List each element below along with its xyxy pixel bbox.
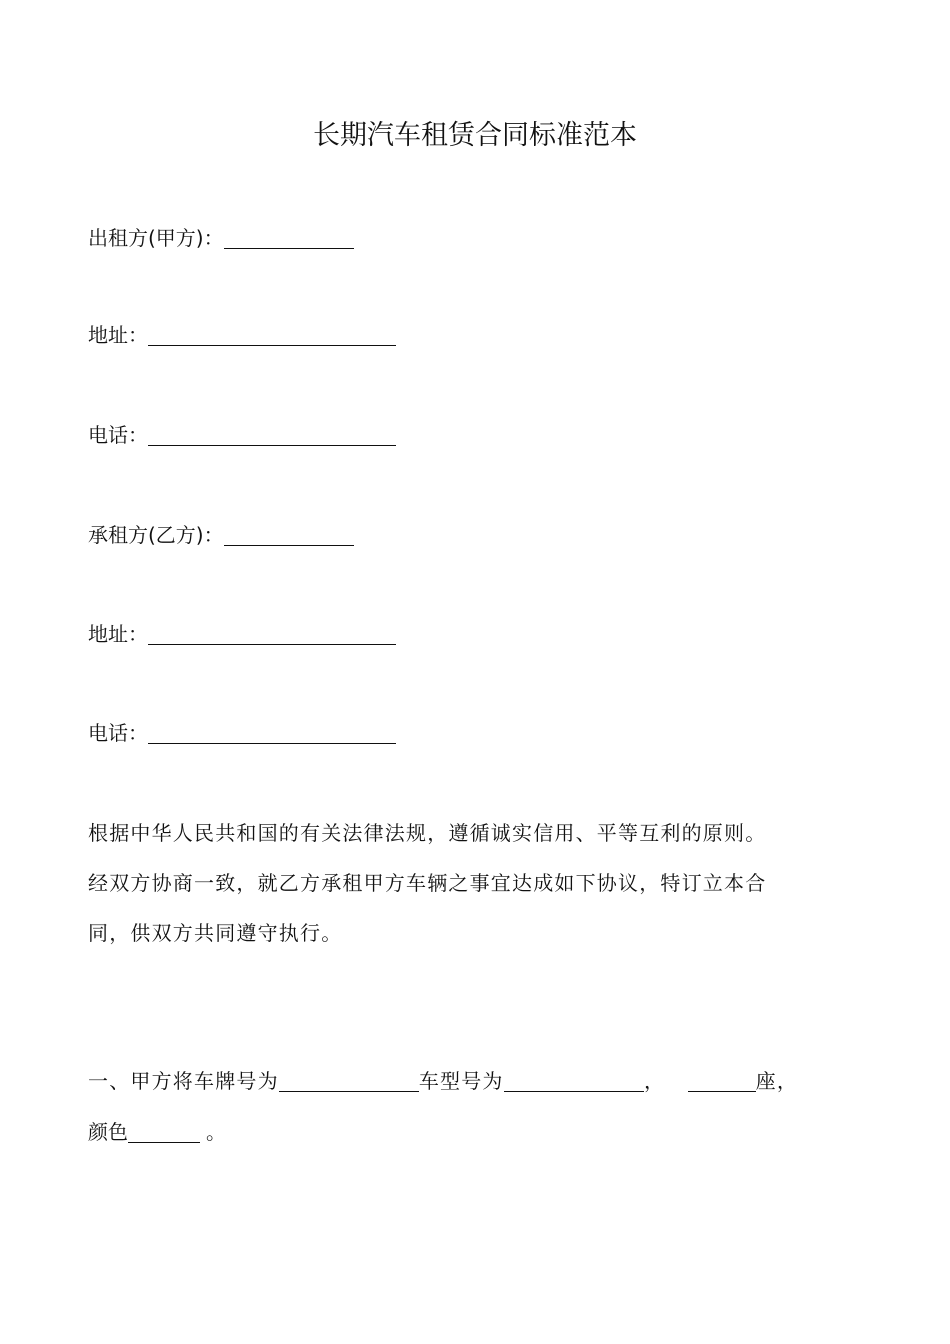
plate-number-blank[interactable] — [279, 1069, 419, 1092]
clause-1-comma: ， — [644, 1069, 666, 1093]
clause-1-line-2 — [88, 1117, 226, 1147]
lessee-phone-line — [88, 718, 396, 748]
lessee-line — [88, 520, 354, 550]
lessee-address-line — [88, 619, 396, 649]
clause-1-text: 颜色 — [88, 1120, 128, 1144]
lessee-phone-label: 电话： — [88, 721, 148, 745]
lessee-phone-blank[interactable] — [148, 721, 396, 744]
intro-line: 经双方协商一致，就乙方承租甲方车辆之事宜达成如下协议，特订立本合 — [88, 871, 767, 895]
vehicle-model-blank[interactable] — [504, 1069, 644, 1092]
color-blank[interactable] — [128, 1120, 200, 1143]
lessee-blank[interactable] — [224, 523, 354, 546]
lessor-phone-label: 电话： — [88, 423, 148, 447]
seat-count-blank[interactable] — [688, 1069, 756, 1092]
clause-1-text: 座， — [755, 1069, 799, 1093]
intro-line: 根据中华人民共和国的有关法律法规，遵循诚实信用、平等互利的原则。 — [88, 821, 767, 845]
lessor-blank[interactable] — [224, 226, 354, 249]
intro-paragraph — [88, 808, 868, 958]
lessor-label: 出租方(甲方)： — [88, 226, 224, 250]
clause-1-text: 车型号为 — [418, 1069, 504, 1093]
lessor-phone-line — [88, 420, 396, 450]
lessor-line — [88, 223, 354, 253]
document-title: 长期汽车租赁合同标准范本 — [313, 120, 637, 151]
lessee-label: 承租方(乙方)： — [88, 523, 224, 547]
lessor-phone-blank[interactable] — [148, 423, 396, 446]
clause-1-text: 一、甲方将车牌号为 — [88, 1069, 279, 1093]
clause-1-line-1 — [88, 1066, 798, 1096]
lessee-address-blank[interactable] — [148, 622, 396, 645]
lessor-address-label: 地址： — [88, 323, 148, 347]
lessee-address-label: 地址： — [88, 622, 148, 646]
intro-line: 同，供双方共同遵守执行。 — [88, 921, 343, 945]
lessor-address-blank[interactable] — [148, 323, 396, 346]
lessor-address-line — [88, 320, 396, 350]
clause-1-text: 。 — [206, 1120, 226, 1144]
